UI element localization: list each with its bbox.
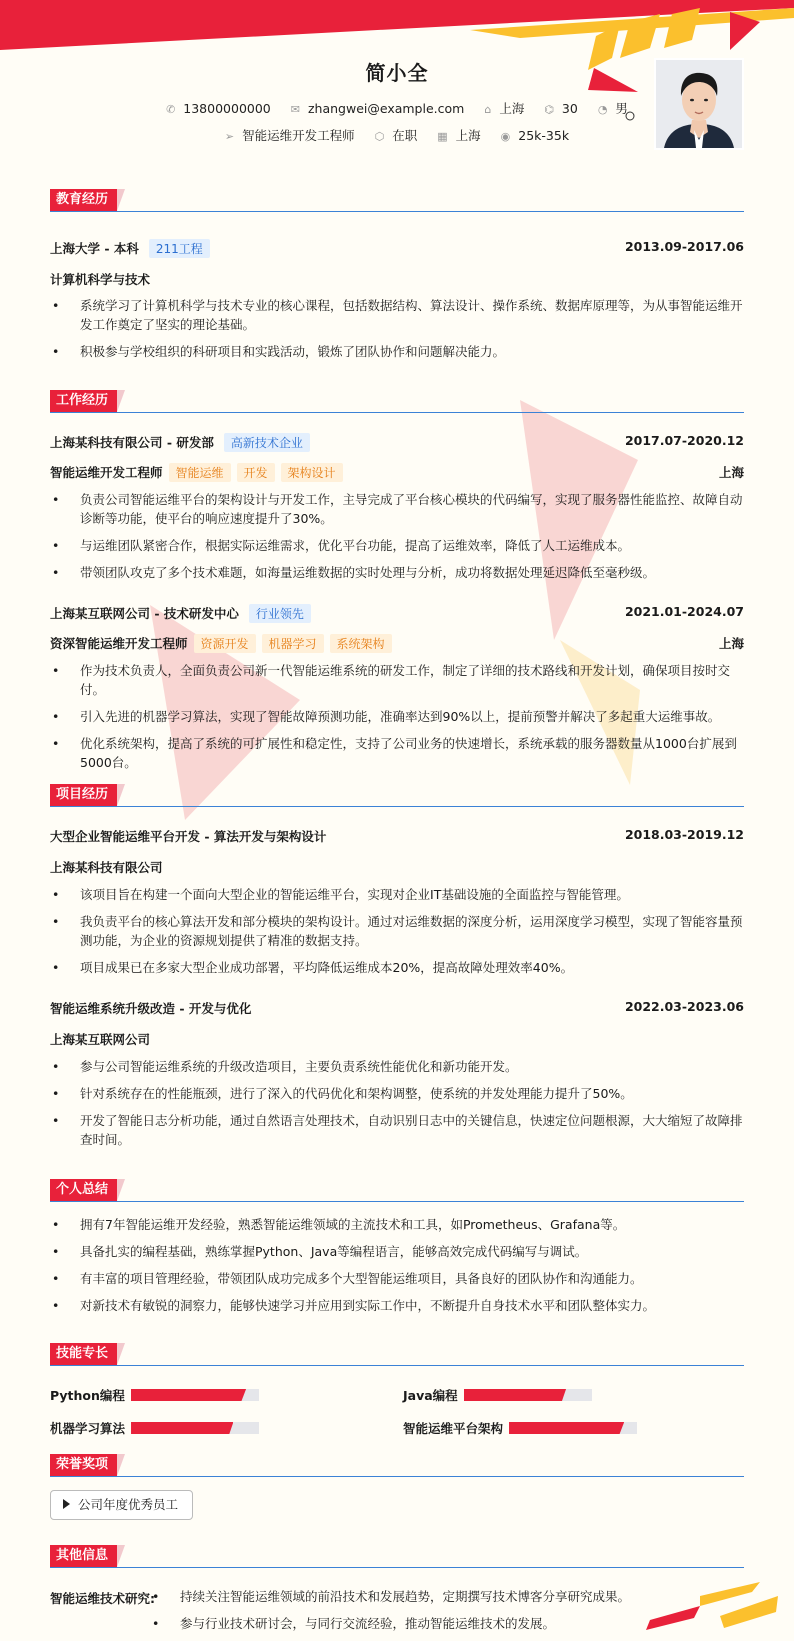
list-item: • 参与公司智能运维系统的升级改造项目，主要负责系统性能优化和新功能开发。 — [50, 1057, 744, 1076]
skill-bar — [464, 1389, 592, 1401]
work-0-header — [50, 433, 744, 452]
age-item — [544, 101, 578, 116]
role-title: 智能运维开发工程师 — [50, 465, 163, 480]
email-item — [291, 101, 465, 116]
section-title: 教育经历 — [50, 189, 117, 211]
summary-bullets — [50, 1215, 744, 1323]
company-tag: 行业领先 — [249, 604, 311, 623]
section-title: 工作经历 — [50, 390, 117, 412]
project-company: 上海某互联网公司 — [50, 1032, 151, 1047]
work-1-bullets — [50, 661, 744, 780]
skill-bar — [131, 1389, 259, 1401]
role-tag: 系统架构 — [330, 634, 392, 653]
work-1-role — [50, 634, 744, 653]
section-title: 其他信息 — [50, 1545, 117, 1567]
list-item: • 与运维团队紧密合作，根据实际运维需求，优化平台功能，提高了运维效率，降低了人工运维成本。 — [50, 536, 744, 555]
mail-icon: ✉ — [290, 103, 300, 116]
project-company: 上海某科技有限公司 — [50, 860, 163, 875]
section-education — [50, 189, 744, 212]
work-period: 2021.01-2024.07 — [624, 604, 744, 619]
list-item: • 针对系统存在的性能瓶颈，进行了深入的代码优化和架构调整，使系统的并发处理能力提升了50%。 — [50, 1084, 744, 1103]
skill-name: Python编程 — [50, 1388, 125, 1403]
project-period: 2018.03-2019.12 — [624, 827, 744, 842]
section-projects — [50, 784, 744, 807]
play-icon — [63, 1499, 70, 1509]
list-item: • 系统学习了计算机科学与技术专业的核心课程，包括数据结构、算法设计、操作系统、数据库原理等，为从事智能运维开发工作奠定了坚实的理论基础。 — [50, 296, 744, 334]
section-honors — [50, 1454, 744, 1477]
location-item — [484, 99, 524, 117]
gender-text: 男 — [615, 101, 628, 116]
project-0-bullets — [50, 885, 744, 985]
skill-bar-fill — [464, 1389, 566, 1401]
home-icon: ⌂ — [484, 103, 492, 116]
school-name: 上海大学 - 本科 — [50, 241, 139, 256]
target-city-text: 上海 — [455, 128, 481, 143]
skill-bar — [509, 1422, 637, 1434]
list-item: • 项目成果已在多家大型企业成功部署，平均降低运维成本20%，提高故障处理效率40%。 — [50, 958, 744, 977]
section-skills — [50, 1343, 744, 1366]
work-city: 上海 — [718, 636, 744, 651]
work-0-bullets — [50, 490, 744, 590]
job-title-text: 智能运维开发工程师 — [242, 128, 355, 143]
email-text: zhangwei@example.com — [307, 101, 465, 116]
project-0-header — [50, 827, 744, 845]
skill-bar-fill — [509, 1422, 624, 1434]
skill-item — [403, 1419, 637, 1437]
education-period: 2013.09-2017.06 — [624, 239, 744, 254]
education-header — [50, 239, 744, 258]
section-title: 技能专长 — [50, 1343, 117, 1365]
status-item — [375, 126, 418, 144]
major: 计算机科学与技术 — [50, 272, 151, 287]
gender-icon: ◔ — [597, 103, 608, 116]
list-item: • 我负责平台的核心算法开发和部分模块的架构设计。通过对运维数据的深度分析，运用深度学习模型，实现了智能容量预测功能，为企业的资源规划提供了精准的数据支持。 — [50, 912, 744, 950]
job-row — [50, 126, 744, 144]
candidate-name: 简小全 — [365, 61, 429, 85]
work-1-header — [50, 604, 744, 623]
list-item: • 拥有7年智能运维开发经验，熟悉智能运维领域的主流技术和工具，如Prometheus、Grafana等。 — [50, 1215, 744, 1234]
project-title: 大型企业智能运维平台开发 - 算法开发与架构设计 — [50, 829, 327, 844]
skill-name: 机器学习算法 — [50, 1421, 126, 1436]
list-item: • 作为技术负责人，全面负责公司新一代智能运维系统的研发工作，制定了详细的技术路线和开发计划，确保项目按时交付。 — [50, 661, 744, 699]
phone-icon: ✆ — [166, 103, 176, 116]
work-0-role — [50, 463, 744, 482]
avatar — [654, 58, 744, 150]
list-item: • 负责公司智能运维平台的架构设计与开发工作，主导完成了平台核心模块的代码编写，实现了服务器性能监控、故障自动诊断等功能，使平台的响应速度提升了30%。 — [50, 490, 744, 528]
building-icon: ▦ — [437, 130, 448, 143]
skill-name: Java编程 — [403, 1388, 458, 1403]
section-title: 项目经历 — [50, 784, 117, 806]
project-1-header — [50, 999, 744, 1017]
education-bullets — [50, 296, 744, 369]
other-label: 智能运维技术研究: — [50, 1591, 155, 1606]
list-item: • 该项目旨在构建一个面向大型企业的智能运维平台，实现对企业IT基础设施的全面监控与智能管理。 — [50, 885, 744, 904]
send-icon: ➢ — [224, 130, 235, 143]
work-city: 上海 — [718, 465, 744, 480]
role-tag: 架构设计 — [281, 463, 343, 482]
status-icon: ⬡ — [374, 130, 385, 143]
school-tag: 211工程 — [149, 239, 210, 258]
section-title: 个人总结 — [50, 1179, 117, 1201]
project-1-bullets — [50, 1057, 744, 1157]
salary-icon: ◉ — [500, 130, 511, 143]
skill-name: 智能运维平台架构 — [403, 1421, 504, 1436]
skill-bar — [131, 1422, 259, 1434]
role-tag: 开发 — [237, 463, 275, 482]
section-summary — [50, 1179, 744, 1202]
list-item: • 具备扎实的编程基础，熟练掌握Python、Java等编程语言，能够高效完成代码编写与调试。 — [50, 1242, 744, 1261]
list-item: • 优化系统架构，提高了系统的可扩展性和稳定性，支持了公司业务的快速增长，系统承载的服务器数量从1000台扩展到5000台。 — [50, 734, 744, 772]
role-title: 资深智能运维开发工程师 — [50, 636, 188, 651]
skill-item — [50, 1419, 259, 1437]
company-tag: 高新技术企业 — [224, 433, 310, 452]
project-period: 2022.03-2023.06 — [624, 999, 744, 1014]
list-item: • 引入先进的机器学习算法，实现了智能故障预测功能，准确率达到90%以上，提前预警并解决了多起重大运维事故。 — [50, 707, 744, 726]
list-item: • 对新技术有敏锐的洞察力，能够快速学习并应用到实际工作中，不断提升自身技术水平和团队整体实力。 — [50, 1296, 744, 1315]
age-text: 30 — [561, 101, 578, 116]
target-city-item — [437, 126, 480, 144]
list-item: • 有丰富的项目管理经验，带领团队成功完成多个大型智能运维项目，具备良好的团队协作和沟通能力。 — [50, 1269, 744, 1288]
award-item — [50, 1490, 193, 1520]
phone-item — [166, 101, 271, 116]
skill-bar-fill — [131, 1389, 246, 1401]
location-text: 上海 — [499, 101, 525, 116]
list-item: • 持续关注智能运维领域的前沿技术和发展趋势，定期撰写技术博客分享研究成果。 — [150, 1587, 744, 1606]
company-name: 上海某互联网公司 - 技术研发中心 — [50, 606, 239, 621]
skill-bar-fill — [131, 1422, 233, 1434]
salary-item — [501, 128, 569, 143]
avatar-portrait — [656, 60, 742, 148]
role-tag: 机器学习 — [262, 634, 324, 653]
project-title: 智能运维系统升级改造 - 开发与优化 — [50, 1001, 252, 1016]
skill-item — [403, 1386, 592, 1404]
section-work — [50, 390, 744, 413]
list-item: • 积极参与学校组织的科研项目和实践活动，锻炼了团队协作和问题解决能力。 — [50, 342, 744, 361]
section-title: 荣誉奖项 — [50, 1454, 117, 1476]
list-item: • 参与行业技术研讨会，与同行交流经验，推动智能运维技术的发展。 — [150, 1614, 744, 1633]
salary-text: 25k-35k — [518, 128, 570, 143]
role-tag: 资源开发 — [194, 634, 256, 653]
company-name: 上海某科技有限公司 - 研发部 — [50, 435, 214, 450]
section-other — [50, 1545, 744, 1568]
job-title-item — [225, 126, 355, 144]
skill-item — [50, 1386, 259, 1404]
work-period: 2017.07-2020.12 — [624, 433, 744, 448]
phone-text: 13800000000 — [183, 101, 271, 116]
list-item: • 带领团队攻克了多个技术难题，如海量运维数据的实时处理与分析，成功将数据处理延迟降低至毫秒级。 — [50, 563, 744, 582]
gender-item — [598, 99, 628, 117]
status-text: 在职 — [392, 128, 418, 143]
other-bullets — [150, 1587, 744, 1641]
contact-row — [50, 99, 744, 117]
list-item: • 开发了智能日志分析功能，通过自然语言处理技术，自动识别日志中的关键信息，快速定位问题根源，大大缩短了故障排查时间。 — [50, 1111, 744, 1149]
award-text: 公司年度优秀员工 — [78, 1497, 179, 1512]
role-tag: 智能运维 — [169, 463, 231, 482]
age-icon: ⌬ — [544, 103, 554, 116]
